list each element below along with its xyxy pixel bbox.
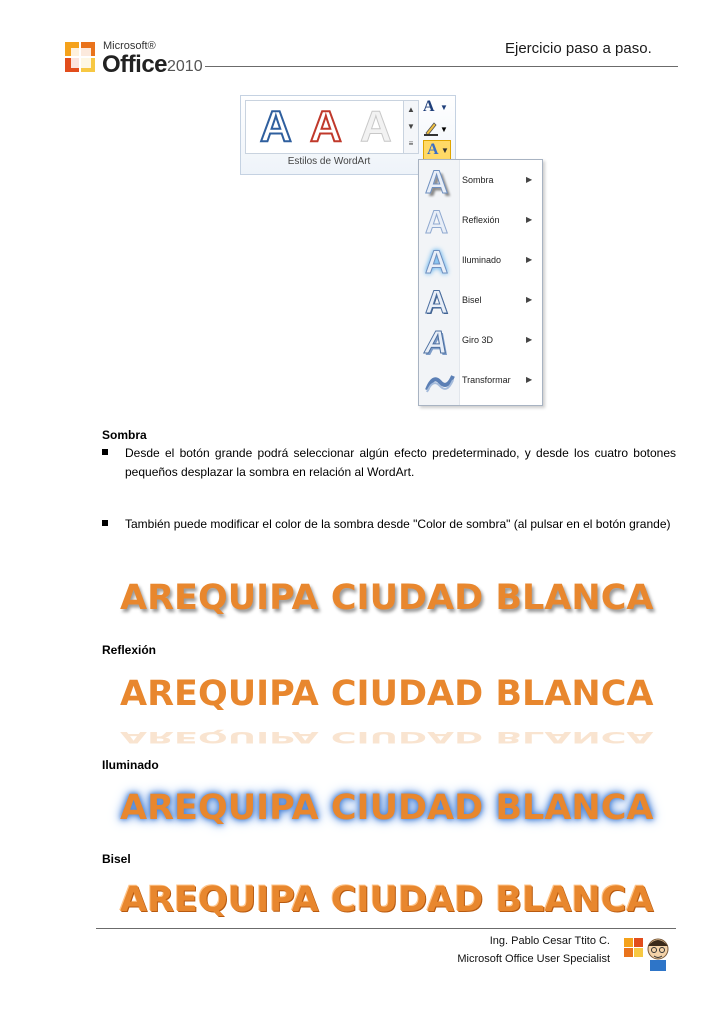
bullet-item [102,444,676,482]
text-effects-button[interactable] [423,140,451,160]
menu-item-reflexion[interactable] [419,202,542,242]
gallery-more-icon[interactable]: ≡ [408,139,414,148]
bullet-text: También puede modificar el color de la sombra desde "Color de sombra" (al pulsar en el botón grande) [125,517,671,531]
group-label: Estilos de WordArt [287,156,371,167]
chevron-down-icon: ▼ [440,125,448,134]
chevron-down-icon: ▼ [440,103,448,112]
office-logo-icon [64,40,98,76]
sombra-heading: Sombra [102,428,147,442]
menu-label: Bisel [462,295,482,305]
wordart-style-white[interactable]: A [360,102,392,151]
menu-label: Transformar [462,375,511,385]
gallery-scroll [403,100,419,154]
wordart-reflection-sample: AREQUIPA CIUDAD BLANCA [120,674,654,714]
wordart-style-outline-red[interactable]: A [310,102,342,151]
footer-author: Ing. Pablo Cesar Ttito C. [489,935,610,947]
3d-rotation-effect-icon: A [421,324,452,360]
logo-year: 2010 [167,58,203,75]
wordart-bevel-sample: AREQUIPA CIUDAD BLANCA [120,880,654,920]
footer-role: Microsoft Office User Specialist [457,953,610,965]
menu-item-transformar[interactable] [419,362,542,402]
wordart-glow-sample: AREQUIPA CIUDAD BLANCA [120,788,654,828]
wordart-reflection-mirror: AREQUIPA CIUDAD BLANCA [120,728,654,746]
menu-label: Iluminado [462,255,502,265]
menu-label: Reflexión [462,215,500,225]
menu-label: Sombra [462,175,494,185]
menu-item-giro-3d[interactable] [419,322,542,362]
bevel-effect-icon: A [425,284,449,320]
text-outline-button[interactable] [423,120,449,138]
bullet-icon [102,520,108,526]
header-rule [205,66,678,67]
gallery-up-icon[interactable]: ▲ [407,105,415,114]
mos-character-logo-icon [622,934,674,972]
gallery-down-icon[interactable]: ▼ [407,122,415,131]
transform-effect-icon [425,370,455,394]
text-fill-icon: A [423,98,435,115]
reflexion-heading: Reflexión [102,643,157,657]
wordart-shadow-sample: AREQUIPA CIUDAD BLANCA [120,578,654,618]
iluminado-heading: Iluminado [102,758,159,772]
footer-rule [96,928,676,929]
bullet-icon [102,449,108,455]
wordart-style-gallery[interactable] [245,100,405,154]
bisel-heading: Bisel [102,852,131,866]
chevron-right-icon: ▶ [526,335,533,344]
menu-item-iluminado[interactable] [419,242,542,282]
glow-effect-icon: A [425,244,449,280]
chevron-right-icon: ▶ [526,375,533,384]
menu-item-bisel[interactable] [419,282,542,322]
page-title: Ejercicio paso a paso. [505,40,652,57]
chevron-right-icon: ▶ [526,215,533,224]
text-fill-button[interactable] [423,98,449,116]
shadow-effect-icon: A [425,164,449,200]
chevron-right-icon: ▶ [526,295,533,304]
bullet-item [102,515,676,534]
text-effects-menu [418,159,543,406]
menu-item-sombra[interactable] [419,162,542,202]
chevron-right-icon: ▶ [526,175,533,184]
pen-outline-icon [423,120,439,136]
wordart-style-outline-blue[interactable]: A [260,102,292,151]
logo-product: Office [102,51,168,78]
reflection-effect-icon: A [425,204,449,240]
logo-brand: Microsoft® [103,40,156,52]
chevron-down-icon: ▼ [441,146,449,155]
menu-label: Giro 3D [462,335,494,345]
bullet-text: Desde el botón grande podrá seleccionar algún efecto predeterminado, y desde los cuatro botones pequeños desplazar la sombra en relación al WordArt. [125,446,676,479]
chevron-right-icon: ▶ [526,255,533,264]
text-effects-icon: A [427,141,439,158]
